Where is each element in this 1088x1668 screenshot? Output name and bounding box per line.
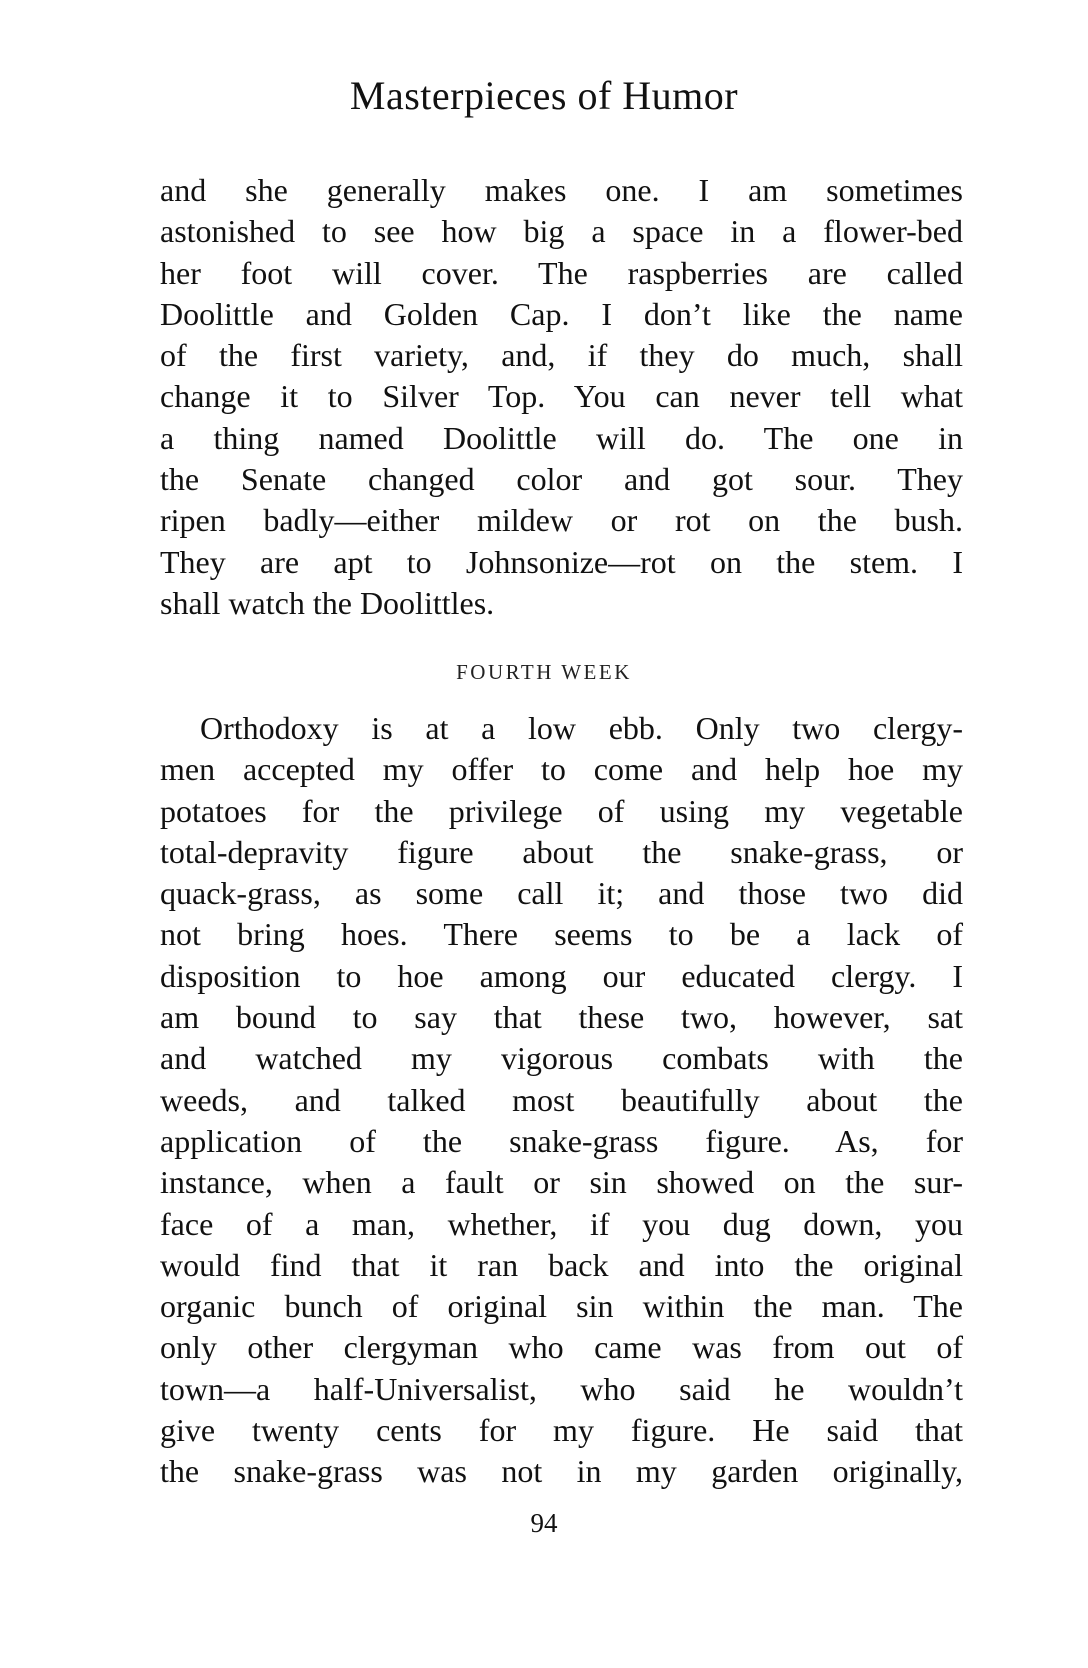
- text-line: would find that it ran back and into the original: [160, 1246, 963, 1283]
- text-line: her foot will cover. The raspberries are called: [160, 254, 963, 291]
- text-line: face of a man, whether, if you dug down, you: [160, 1205, 963, 1242]
- text-line: organic bunch of original sin within the man. The: [160, 1288, 963, 1325]
- text-line: They are apt to Johnsonize—rot on the stem. I: [160, 543, 963, 580]
- text-line: only other clergyman who came was from out of: [160, 1329, 963, 1366]
- text-line: am bound to say that these two, however, sat: [160, 999, 963, 1036]
- text-line: the snake-grass was not in my garden originally,: [160, 1453, 963, 1490]
- text-line: weeds, and talked most beautifully about the: [160, 1081, 963, 1118]
- text-line: and watched my vigorous combats with the: [160, 1040, 963, 1077]
- text-line: and she generally makes one. I am sometimes: [160, 172, 963, 208]
- text-line: not bring hoes. There seems to be a lack of: [160, 916, 963, 953]
- paragraph-continued: [160, 170, 963, 624]
- text-line: ripen badly—either mildew or rot on the bush.: [160, 502, 963, 539]
- text-line: a thing named Doolittle will do. The one in: [160, 419, 963, 456]
- text-line: of the first variety, and, if they do much, shall: [160, 337, 963, 374]
- text-line: total-depravity figure about the snake-grass, or: [160, 833, 963, 870]
- text-line: astonished to see how big a space in a flower-bed: [160, 213, 963, 250]
- text-line: town—a half-Universalist, who said he wouldn’t: [160, 1370, 963, 1407]
- text-line: application of the snake-grass figure. As, for: [160, 1122, 963, 1159]
- text-line: give twenty cents for my figure. He said that: [160, 1412, 963, 1449]
- text-line: instance, when a fault or sin showed on the sur-: [160, 1164, 963, 1201]
- text-line: potatoes for the privilege of using my vegetable: [160, 792, 963, 829]
- text-line: the Senate changed color and got sour. They: [160, 461, 963, 498]
- running-head: Masterpieces of Humor: [349, 73, 739, 118]
- text-line: shall watch the Doolittles.: [160, 584, 495, 621]
- text-line: change it to Silver Top. You can never tell what: [160, 378, 963, 415]
- text-line: men accepted my offer to come and help hoe my: [160, 751, 963, 788]
- text-line: quack-grass, as some call it; and those two did: [160, 875, 963, 912]
- paragraph-fourth-week: [160, 708, 963, 1493]
- section-heading: FOURTH WEEK: [456, 660, 632, 684]
- text-line: disposition to hoe among our educated clergy. I: [160, 957, 963, 994]
- text-line: Doolittle and Golden Cap. I don’t like the name: [160, 295, 963, 332]
- text-line: Orthodoxy is at a low ebb. Only two clergy-: [200, 710, 963, 746]
- page-number: 94: [530, 1508, 558, 1538]
